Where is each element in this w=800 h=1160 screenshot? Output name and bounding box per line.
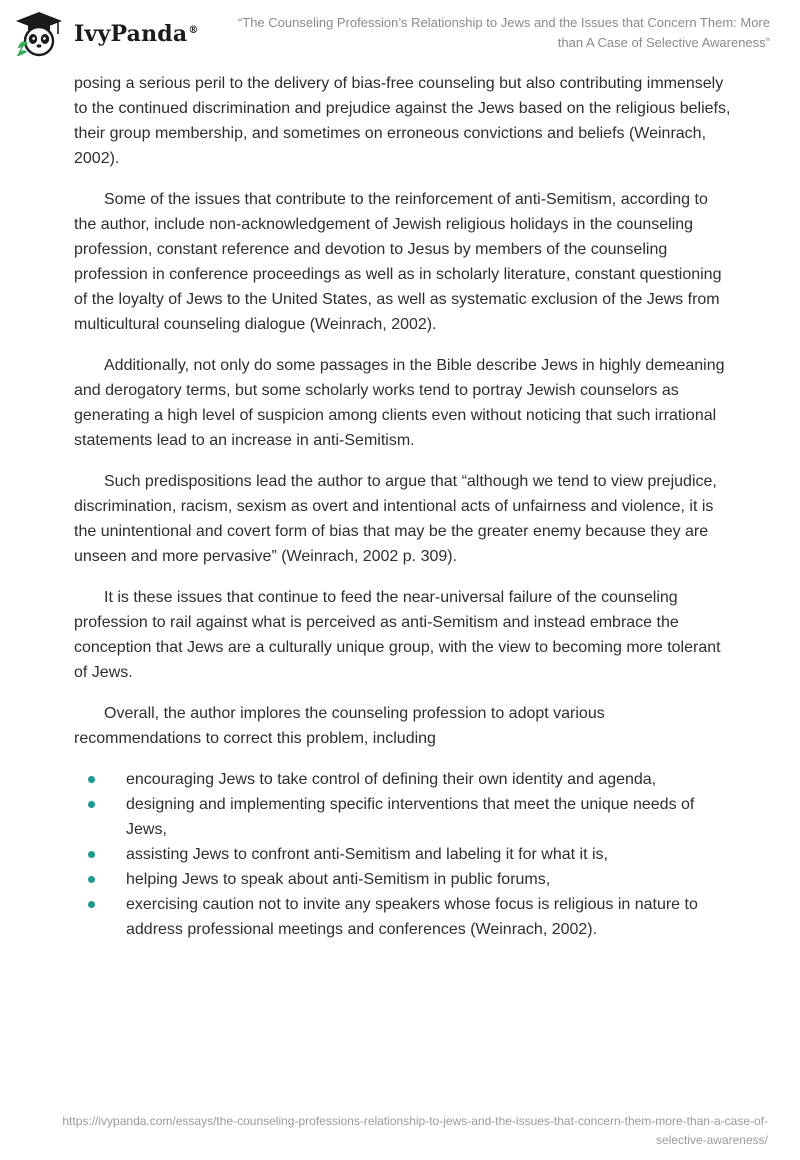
essay-body [74,70,734,942]
paragraph: Additionally, not only do some passages in the Bible describe Jews in highly demeaning and derogatory terms, but some scholarly works tend to portray Jewish counselors as generating a high level of suspicion among clients even without noticing that such irrational statements lead to an increase in anti-Semitism. [74,357,725,449]
logo-wordmark [74,21,199,47]
list-item-text: designing and implementing specific interventions that meet the unique needs of Jews, [126,796,695,838]
paragraph: Overall, the author implores the counseling profession to adopt various recommendations to correct this problem, including [74,705,605,747]
bullet-dot-icon [88,851,95,858]
panda-logo-icon [14,10,64,58]
page-header [0,0,800,70]
bullet-dot-icon [88,801,95,808]
paragraph: It is these issues that continue to feed the near-universal failure of the counseling profession to rail against what is perceived as anti-Semitism and instead embrace the conception that Jews are a culturally unique group, with the view to becoming more tolerant of Jews. [74,589,721,681]
paragraph: Such predispositions lead the author to argue that “although we tend to view prejudice, discrimination, racism, sexism as overt and intentional acts of unfairness and violence, it is the unintentional and covert form of bias that may be the greater enemy because they are unseen and more pervasive” (Weinrach, 2002 p. 309). [74,473,717,565]
paragraph: Some of the issues that contribute to the reinforcement of anti-Semitism, according to the author, include non-acknowledgement of Jewish religious holidays in the counseling profession, constant reference and devotion to Jesus by members of the counseling profession in conference proceedings as well as in scholarly literature, constant questioning of the loyalty of Jews to the United States, as well as systematic exclusion of the Jews from multicultural counseling dialogue (Weinrach, 2002). [74,191,722,333]
source-url[interactable]: https://ivypanda.com/essays/the-counseling-professions-relationship-to-jews-and-the-issues-that-concern-them-more-than-a-case-of-selective-awareness/ [62,1114,768,1147]
registered-mark: ® [188,24,199,36]
bullet-dot-icon [88,901,95,908]
list-item [74,892,734,942]
list-item-text: helping Jews to speak about anti-Semitism in public forums, [126,871,551,888]
list-item [74,842,734,867]
list-item-text: exercising caution not to invite any speakers whose focus is religious in nature to address professional meetings and conferences (Weinrach, 2002). [126,896,698,938]
list-item [74,767,734,792]
list-item-text: assisting Jews to confront anti-Semitism and labeling it for what it is, [126,846,608,863]
bullet-dot-icon [88,876,95,883]
document-title: “The Counseling Profession’s Relationship to Jews and the Issues that Concern Them: More than A Case of Selective Awareness” [237,15,770,50]
logo-text: IvyPanda [74,21,188,47]
bullet-dot-icon [88,776,95,783]
list-item [74,792,734,842]
list-item-text: encouraging Jews to take control of defining their own identity and agenda, [126,771,657,788]
recommendations-list [74,767,734,942]
list-item [74,867,734,892]
paragraph: posing a serious peril to the delivery of bias-free counseling but also contributing immensely to the continued discrimination and prejudice against the Jews based on the religious beliefs, their group membership, and sometimes on erroneous convictions and beliefs (Weinrach, 2002). [74,75,731,167]
ivypanda-logo[interactable] [14,8,214,60]
